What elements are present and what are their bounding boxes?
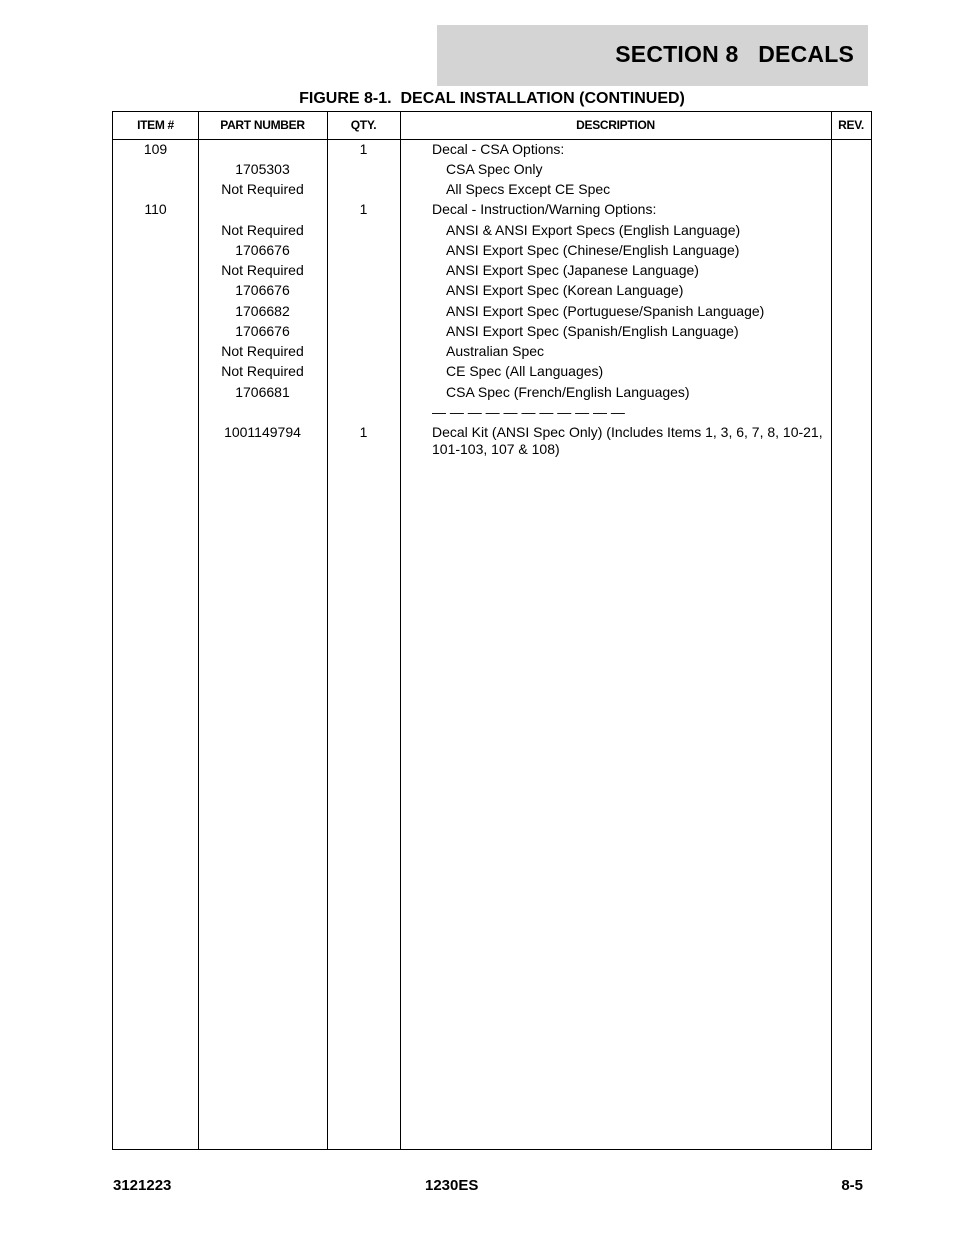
table-row <box>113 363 871 383</box>
part-number: 1706676 <box>235 282 290 298</box>
description: All Specs Except CE Spec <box>446 181 611 197</box>
table-row-separator <box>113 404 871 424</box>
column-header-rev: REV. <box>838 118 864 132</box>
part-number: 1706676 <box>235 242 290 258</box>
parts-table <box>112 111 872 1150</box>
header-divider <box>113 139 871 140</box>
table-row <box>113 323 871 343</box>
part-number: Not Required <box>221 181 304 197</box>
column-header-item: ITEM # <box>137 118 174 132</box>
footer-doc-number: 3121223 <box>113 1177 172 1194</box>
table-row <box>113 424 871 464</box>
table-row <box>113 242 871 262</box>
description: CE Spec (All Languages) <box>446 363 604 379</box>
part-number: 1706681 <box>235 384 290 400</box>
table-row <box>113 384 871 404</box>
part-number: Not Required <box>221 262 304 278</box>
table-row <box>113 141 871 161</box>
quantity: 1 <box>359 201 368 217</box>
footer-model: 1230ES <box>425 1177 479 1194</box>
description: Australian Spec <box>446 343 545 359</box>
part-number: 1001149794 <box>224 424 301 440</box>
table-row <box>113 282 871 302</box>
part-number: Not Required <box>221 363 304 379</box>
quantity: 1 <box>359 141 368 157</box>
description: Decal - Instruction/Warning Options: <box>432 201 657 217</box>
table-row <box>113 181 871 201</box>
dash-separator: — — — — — — — — — — — <box>432 404 625 420</box>
description: ANSI Export Spec (Korean Language) <box>446 282 684 298</box>
footer-page-number: 8-5 <box>841 1177 863 1194</box>
section-title: SECTION 8 DECALS <box>615 41 854 67</box>
description: ANSI & ANSI Export Specs (English Language) <box>446 222 741 238</box>
description: ANSI Export Spec (Spanish/English Language) <box>446 323 739 339</box>
table-row <box>113 201 871 221</box>
table-row <box>113 343 871 363</box>
part-number: 1706682 <box>235 303 290 319</box>
table-row <box>113 303 871 323</box>
part-number: 1706676 <box>235 323 290 339</box>
column-header-description: DESCRIPTION <box>576 118 655 132</box>
column-header-part-number: PART NUMBER <box>220 118 305 132</box>
table-row <box>113 262 871 282</box>
figure-title: FIGURE 8-1. DECAL INSTALLATION (CONTINUED) <box>299 90 685 107</box>
section-banner <box>437 25 868 86</box>
column-header-qty: QTY. <box>350 118 377 132</box>
item-number: 110 <box>144 201 167 217</box>
description: Decal Kit (ANSI Spec Only) (Includes Items 1, 3, 6, 7, 8, 10-21, 101-103, 107 & 108) <box>432 424 823 457</box>
table-row <box>113 222 871 242</box>
description: CSA Spec (French/English Languages) <box>446 384 690 400</box>
part-number: Not Required <box>221 343 304 359</box>
quantity: 1 <box>359 424 368 440</box>
table-row <box>113 161 871 181</box>
item-number: 109 <box>143 141 168 157</box>
description: Decal - CSA Options: <box>432 141 565 157</box>
description: ANSI Export Spec (Chinese/English Language) <box>446 242 740 258</box>
description: CSA Spec Only <box>446 161 543 177</box>
description: ANSI Export Spec (Portuguese/Spanish Language) <box>446 303 765 319</box>
part-number: Not Required <box>221 222 304 238</box>
part-number: 1705303 <box>235 161 290 177</box>
description: ANSI Export Spec (Japanese Language) <box>446 262 699 278</box>
